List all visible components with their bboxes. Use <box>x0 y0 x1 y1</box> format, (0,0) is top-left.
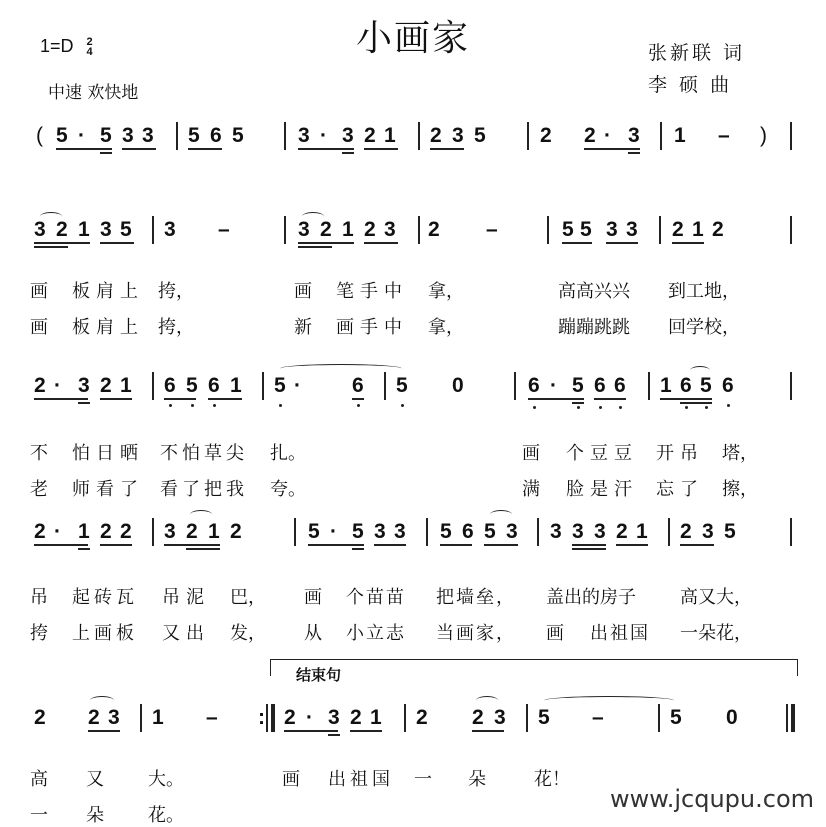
notation-line-2: 3 2 1 3 5 3 – 3 2 1 2 3 2 – 5 5 3 3 2 1 2 <box>0 212 826 252</box>
composer-credit: 李 硕 曲 <box>648 74 733 96</box>
lyrics-line-5-verse-2: 一 朵 花。 <box>30 805 184 826</box>
notation-line-5: 2 2 3 1 – : 2 · 3 2 1 2 2 3 5 – 5 0 <box>0 700 826 740</box>
tempo-marking: 中速 欢快地 <box>48 83 139 103</box>
lyricist-credit: 张新联 词 <box>648 42 746 64</box>
notation-line-3: 2 · 3 2 1 6 5 6 1 5 · 6 5 0 6 · 5 6 6 1 6 5 6 <box>0 368 826 408</box>
notation-line-1: ( 5 · 5 3 3 5 6 5 3 · 3 2 1 2 3 5 2 2 · 3 1 – ) <box>0 118 826 158</box>
key-signature <box>40 36 93 57</box>
song-title: 小画家 <box>355 18 470 59</box>
lyrics-line-4-verse-1: 吊 起砖瓦 吊泥 巴， 画 个苗苗 把墙垒， 盖出的房子 高又大， <box>30 587 752 608</box>
key-label: 1=D <box>40 36 74 56</box>
ending-bracket <box>270 659 798 676</box>
ending-label: 结束句 <box>296 666 342 684</box>
lyrics-line-3-verse-2: 老 师看了 看了把我 夸。 满 脸是汗 忘了 擦， <box>30 479 758 500</box>
lyrics-line-5-verse-1: 高 又 大。 画 出祖国 一 朵 花！ <box>30 769 570 790</box>
lyrics-line-2-verse-2: 画 板肩上 挎， 新 画手中 拿， 蹦蹦跳跳 回学校， <box>30 317 740 338</box>
lyrics-line-2-verse-1: 画 板肩上 挎， 画 笔手中 拿， 高高兴兴 到工地， <box>30 281 740 302</box>
time-signature: 2 4 <box>86 36 93 59</box>
lyrics-line-3-verse-1: 不 怕日晒 不怕草尖 扎。 画 个豆豆 开吊 塔， <box>30 443 758 464</box>
lyrics-line-4-verse-2: 挎 上画板 又出 发， 从 小立志 当画家， 画 出祖国 一朵花， <box>30 623 752 644</box>
notation-line-4: 2 · 1 2 2 3 2 1 2 5 · 5 3 3 5 6 5 3 3 3 3 2 1 2 3 5 <box>0 514 826 554</box>
watermark: www.jcqupu.com <box>610 785 814 813</box>
